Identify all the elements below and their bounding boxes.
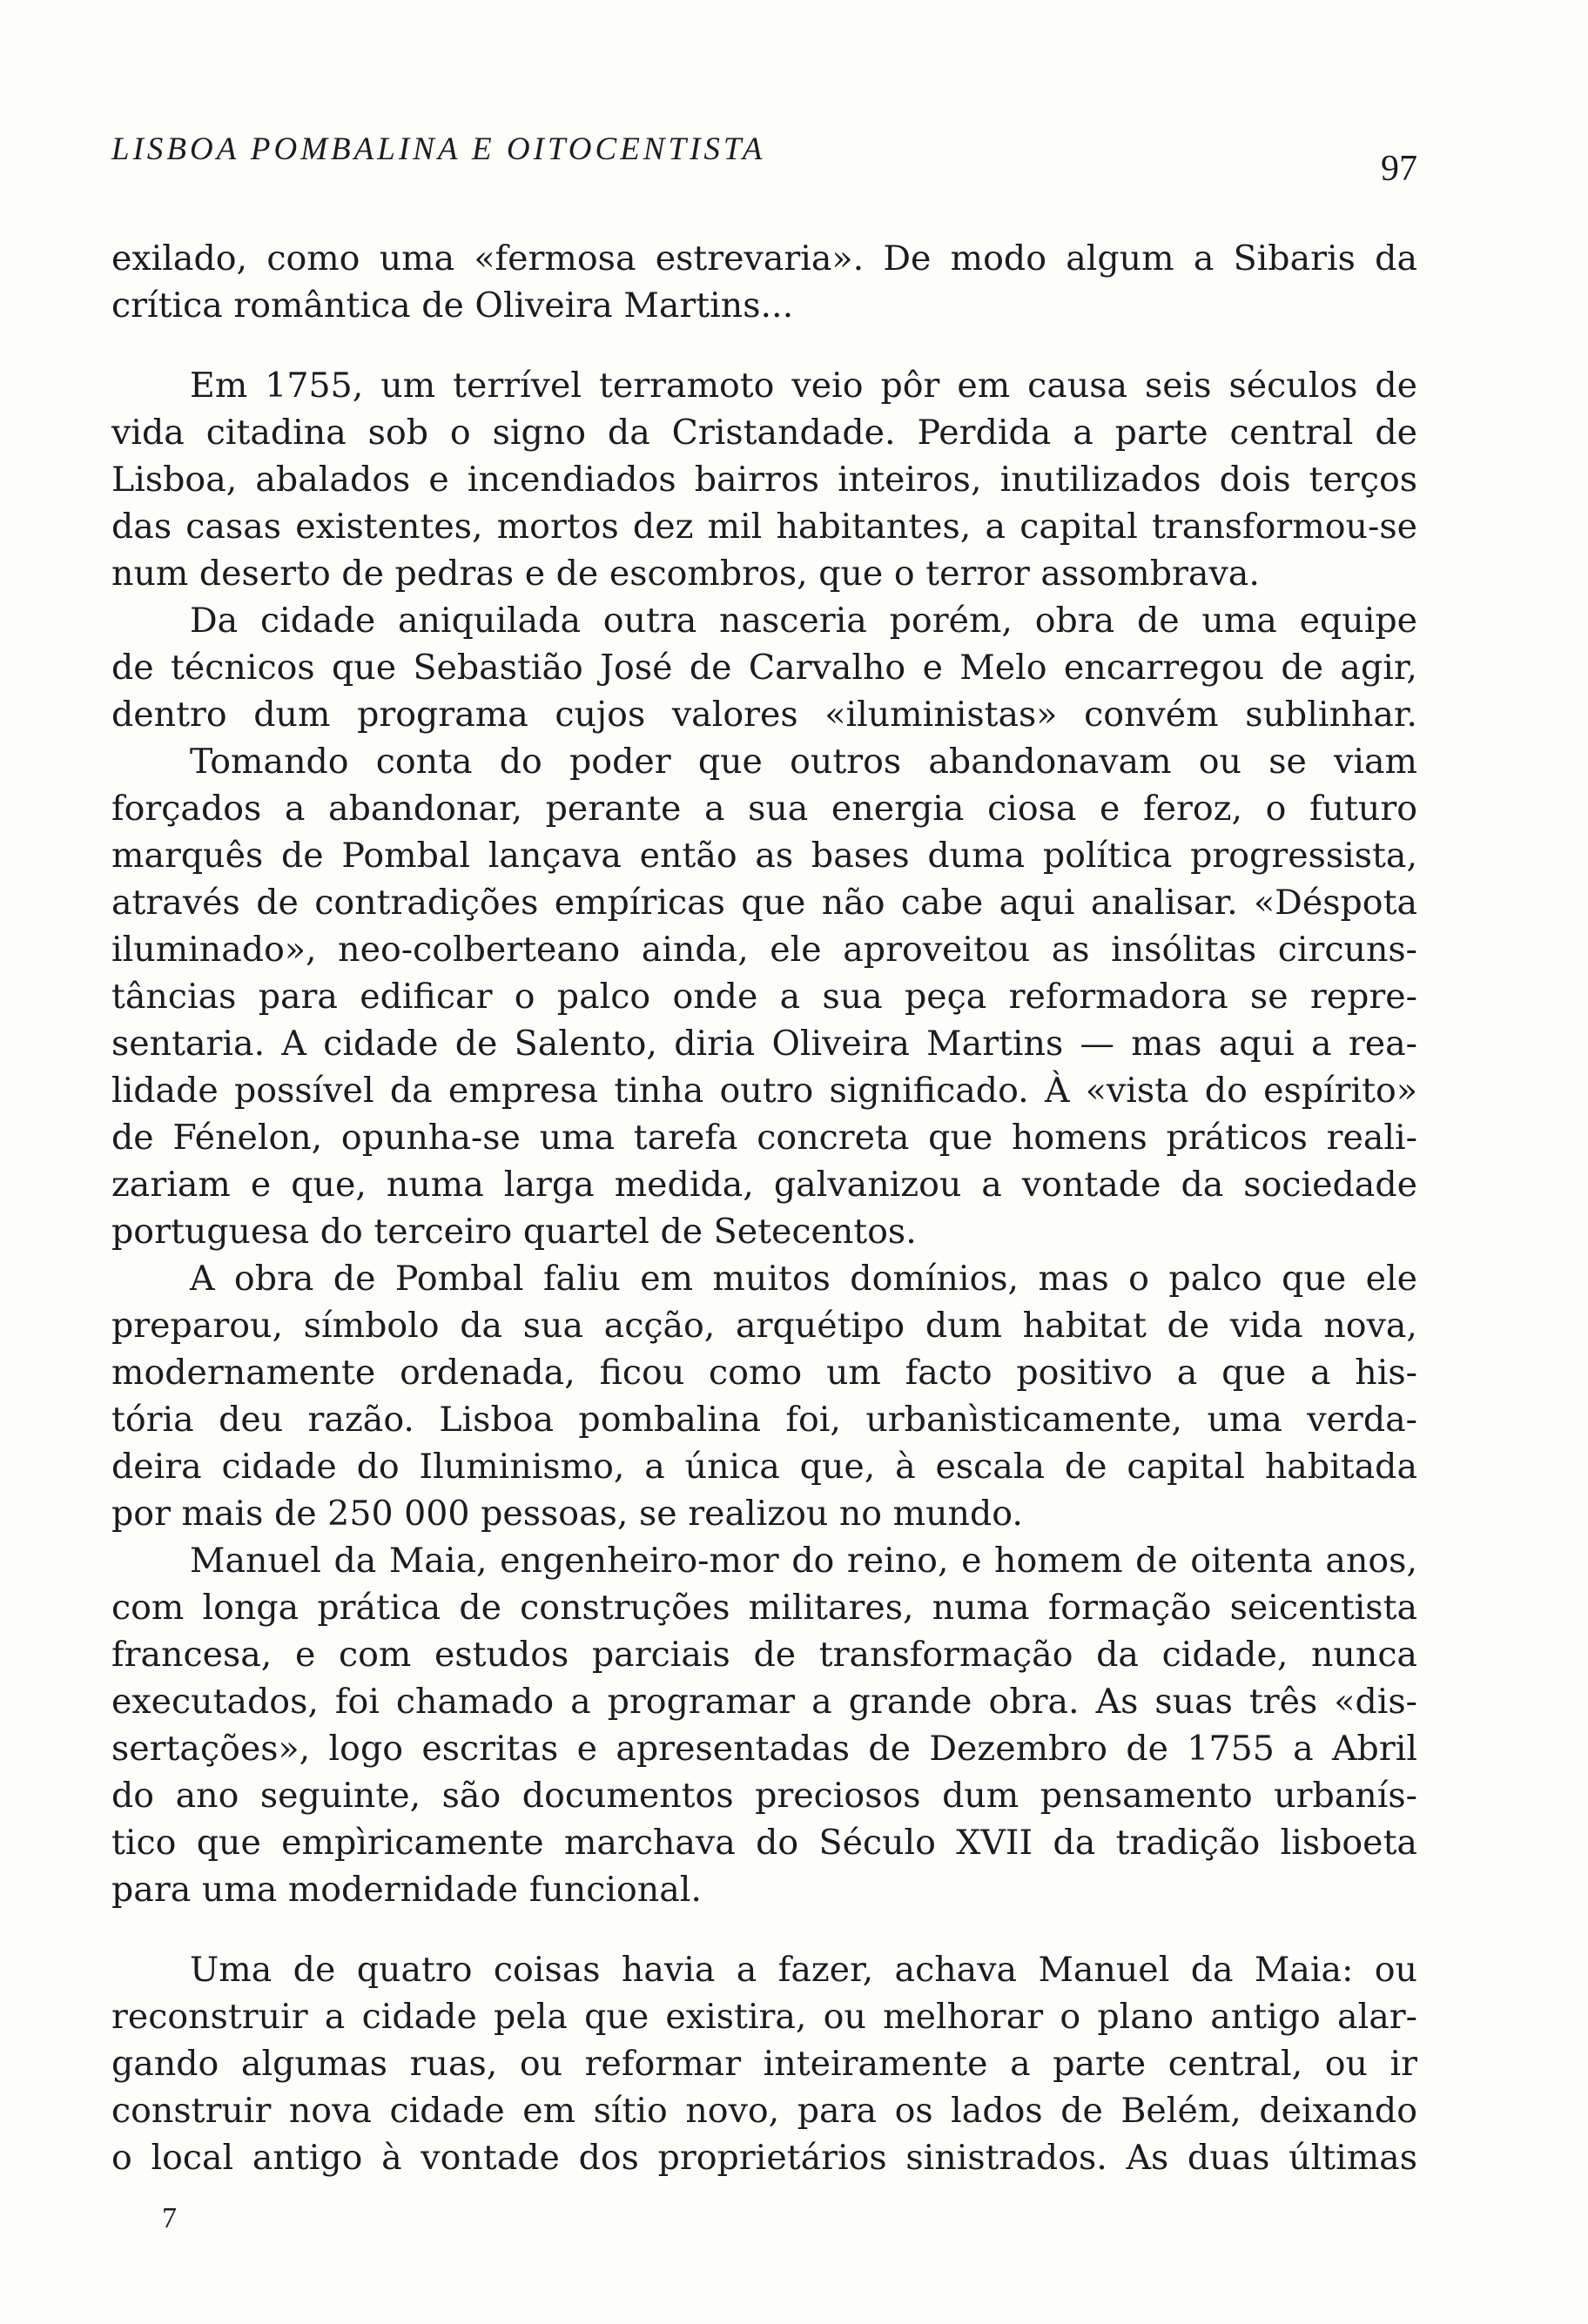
text-line: forçados a abandonar, perante a sua energia ciosa e feroz, o futuro (111, 789, 1417, 829)
text-line: portuguesa do terceiro quartel de Setecentos. (111, 1212, 917, 1252)
text-line: executados, foi chamado a programar a grande obra. As suas três «dis- (111, 1682, 1417, 1722)
section-gap (111, 1913, 1417, 1946)
text-line: Da cidade aniquilada outra nasceria porém, obra de uma equipe (190, 601, 1417, 641)
text-line: dentro dum programa cujos valores «iluministas» convém sublinhar. (111, 695, 1417, 735)
text-line: das casas existentes, mortos dez mil habitantes, a capital transformou-se (111, 507, 1417, 547)
text-line: modernamente ordenada, ficou como um facto positivo a que a his- (111, 1353, 1417, 1393)
text-line: tâncias para edificar o palco onde a sua peça reformadora se repre- (111, 977, 1417, 1017)
text-line: construir nova cidade em sítio novo, para os lados de Belém, deixando (111, 2091, 1417, 2131)
text-line: preparou, símbolo da sua acção, arquétipo dum habitat de vida nova, (111, 1306, 1417, 1346)
text-line: Em 1755, um terrível terramoto veio pôr em causa seis séculos de (190, 366, 1417, 406)
text-line: Manuel da Maia, engenheiro-mor do reino, e homem de oitenta anos, (190, 1541, 1417, 1581)
text-line: Tomando conta do poder que outros abandonavam ou se viam (190, 742, 1417, 782)
text-line: através de contradições empíricas que não cabe aqui analisar. «Déspota (111, 883, 1417, 923)
section-gap (111, 329, 1417, 362)
text-line: francesa, e com estudos parciais de transformação da cidade, nunca (111, 1635, 1417, 1675)
text-line: do ano seguinte, são documentos preciosos dum pensamento urbanís- (111, 1776, 1417, 1816)
text-line: iluminado», neo-colberteano ainda, ele aproveitou as insólitas circuns- (111, 930, 1417, 970)
text-line: com longa prática de construções militares, numa formação seicentista (111, 1588, 1417, 1628)
signature-mark: 7 (162, 2202, 177, 2234)
text-line: de Fénelon, opunha-se uma tarefa concreta que homens práticos reali- (111, 1118, 1417, 1158)
text-line: deira cidade do Iluminismo, a única que, à escala de capital habitada (111, 1447, 1417, 1487)
text-line: o local antigo à vontade dos proprietários sinistrados. As duas últimas (111, 2138, 1417, 2178)
text-line: de técnicos que Sebastião José de Carvalho e Melo encarregou de agir, (111, 648, 1417, 688)
paragraph (111, 738, 1417, 1255)
running-title: LISBOA POMBALINA E OITOCENTISTA (111, 131, 766, 167)
text-line: para uma modernidade funcional. (111, 1870, 702, 1910)
text-line: sentaria. A cidade de Salento, diria Oliveira Martins — mas aqui a rea- (111, 1024, 1417, 1064)
text-line: Lisboa, abalados e incendiados bairros inteiros, inutilizados dois terços (111, 460, 1417, 500)
text-line: tico que empìricamente marchava do Século XVII da tradição lisboeta (111, 1823, 1417, 1863)
text-line: vida citadina sob o signo da Cristandade. Perdida a parte central de (111, 413, 1417, 453)
text-line: num deserto de pedras e de escombros, que o terror assombrava. (111, 554, 1260, 594)
text-line: exilado, como uma «fermosa estrevaria». De modo algum a Sibaris da (111, 238, 1417, 279)
text-line: tória deu razão. Lisboa pombalina foi, urbanìsticamente, uma verda- (111, 1400, 1417, 1440)
paragraph (111, 597, 1417, 738)
text-line: marquês de Pombal lançava então as bases duma política progressista, (111, 836, 1417, 876)
text-line: gando algumas ruas, ou reformar inteiramente a parte central, ou ir (111, 2044, 1417, 2084)
body-text (111, 235, 1417, 2181)
text-line: A obra de Pombal faliu em muitos domínios, mas o palco que ele (190, 1259, 1417, 1299)
text-line: Uma de quatro coisas havia a fazer, achava Manuel da Maia: ou (190, 1950, 1417, 1990)
paragraph (111, 1255, 1417, 1537)
text-line: crítica romântica de Oliveira Martins... (111, 285, 794, 326)
paragraph (111, 1537, 1417, 1913)
paragraph (111, 362, 1417, 597)
page-number: 97 (1381, 149, 1417, 189)
text-line: lidade possível da empresa tinha outro significado. À «vista do espírito» (111, 1071, 1417, 1111)
text-line: por mais de 250 000 pessoas, se realizou no mundo. (111, 1494, 1023, 1534)
text-line: zariam e que, numa larga medida, galvanizou a vontade da sociedade (111, 1165, 1417, 1205)
paragraph (111, 235, 1417, 329)
text-line: sertações», logo escritas e apresentadas de Dezembro de 1755 a Abril (111, 1729, 1417, 1769)
text-line: reconstruir a cidade pela que existira, ou melhorar o plano antigo alar- (111, 1997, 1417, 2037)
paragraph (111, 1946, 1417, 2181)
